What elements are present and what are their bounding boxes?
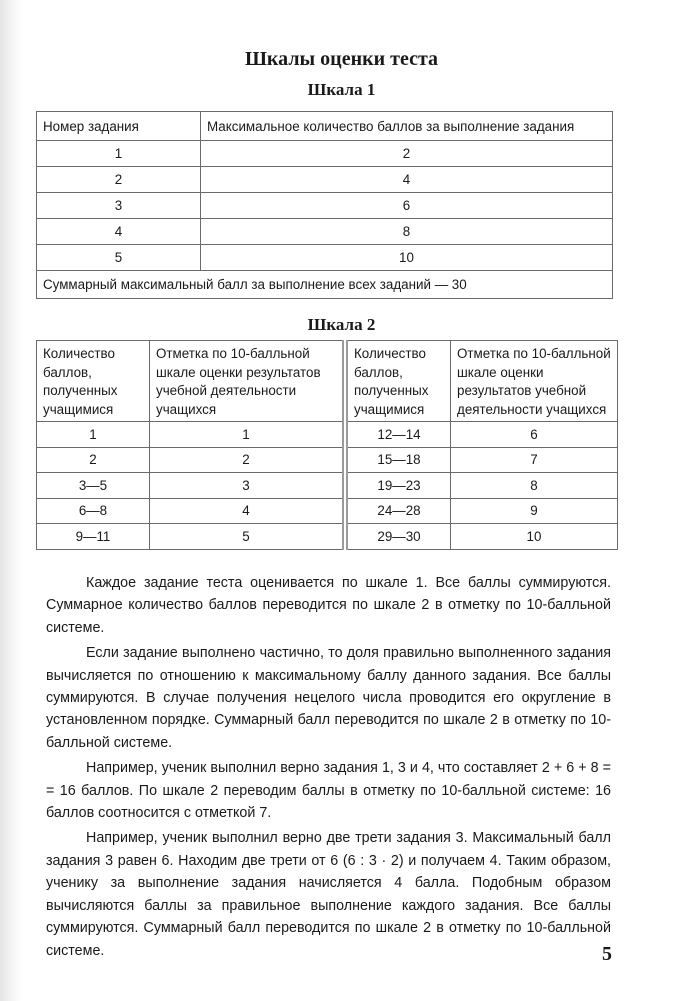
column-header: Максимальное количество баллов за выполнение задания (201, 112, 613, 141)
scale1-heading: Шкала 1 (307, 80, 376, 99)
table-row (37, 498, 618, 524)
table-total-row (37, 271, 613, 299)
table-row (37, 167, 613, 193)
task-number: 3 (37, 193, 201, 219)
task-number: 5 (37, 245, 201, 271)
body-text (46, 572, 611, 962)
grade: 9 (451, 498, 618, 524)
grade: 8 (451, 473, 618, 499)
table-row (37, 422, 618, 448)
task-number: 1 (37, 141, 201, 167)
paragraph: Например, ученик выполнил верно задания 1, 3 и 4, что составляет 2 + 6 + 8 = = 16 баллов. По шкале 2 переводим баллы в отметку по 10-балльной системе: 16 баллов соотносится с отметкой 7. (46, 760, 611, 822)
table-header-row (37, 341, 618, 422)
points-range: 6—8 (37, 498, 150, 524)
table-row (37, 447, 618, 473)
table-row (37, 219, 613, 245)
page-edge-shadow (0, 0, 22, 1001)
table-row (37, 141, 613, 167)
column-header: Номер задания (37, 112, 201, 141)
paragraph: Например, ученик выполнил верно две трети задания 3. Максимальный балл задания 3 равен 6. Находим две трети от 6 (6 : 3 · 2) и получаем 4. Таким образом, ученику за выполнение задания начисляется 4 балла. Подобным образом вычисляются баллы за правильное выполнение каждого задания. Все баллы суммируются. Суммарный балл переводится по шкале 2 в отметку по 10-балльной системе. (46, 830, 611, 959)
points-range: 29—30 (345, 524, 451, 550)
points-range: 19—23 (345, 473, 451, 499)
scale2-heading: Шкала 2 (307, 315, 376, 334)
paragraph: Каждое задание теста оценивается по шкале 1. Все баллы суммируются. Суммарное количество баллов переводится по шкале 2 в отметку по 10-балльной системе. (46, 575, 611, 636)
grade: 2 (150, 447, 346, 473)
page-number: 5 (602, 943, 612, 965)
grade: 7 (451, 447, 618, 473)
points-range: 9—11 (37, 524, 150, 550)
column-header: Количество баллов, полученных учащимися (345, 341, 451, 422)
max-points: 2 (201, 141, 613, 167)
max-points: 6 (201, 193, 613, 219)
points-range: 3—5 (37, 473, 150, 499)
scale2-table (36, 340, 618, 550)
grade: 5 (150, 524, 346, 550)
points-range: 24—28 (345, 498, 451, 524)
max-points: 8 (201, 219, 613, 245)
grade: 10 (451, 524, 618, 550)
total-max-score: Суммарный максимальный балл за выполнение всех заданий — 30 (37, 271, 613, 299)
table-row (37, 524, 618, 550)
column-header: Отметка по 10-балльной шкале оценки результатов учебной деятельности учащихся (150, 341, 346, 422)
table-row (37, 193, 613, 219)
task-number: 4 (37, 219, 201, 245)
table-header-row (37, 112, 613, 141)
points-range: 1 (37, 422, 150, 448)
points-range: 2 (37, 447, 150, 473)
max-points: 4 (201, 167, 613, 193)
table-row (37, 473, 618, 499)
scale1-table (36, 111, 613, 299)
paragraph: Если задание выполнено частично, то доля правильно выполненного задания вычисляется по отношению к максимальному баллу данного задания. Все баллы суммируются. В случае получения нецелого числа проводится его округление в установленном порядке. Суммарный балл переводится по шкале 2 в отметку по 10-балльной системе. (46, 645, 611, 751)
grade: 4 (150, 498, 346, 524)
column-header: Количество баллов, полученных учащимися (37, 341, 150, 422)
grade: 3 (150, 473, 346, 499)
task-number: 2 (37, 167, 201, 193)
points-range: 15—18 (345, 447, 451, 473)
page-title: Шкалы оценки теста (244, 48, 439, 70)
points-range: 12—14 (345, 422, 451, 448)
grade: 6 (451, 422, 618, 448)
table-row (37, 245, 613, 271)
max-points: 10 (201, 245, 613, 271)
column-header: Отметка по 10-балльной шкале оценки результатов учебной деятельности учащихся (451, 341, 618, 422)
grade: 1 (150, 422, 346, 448)
